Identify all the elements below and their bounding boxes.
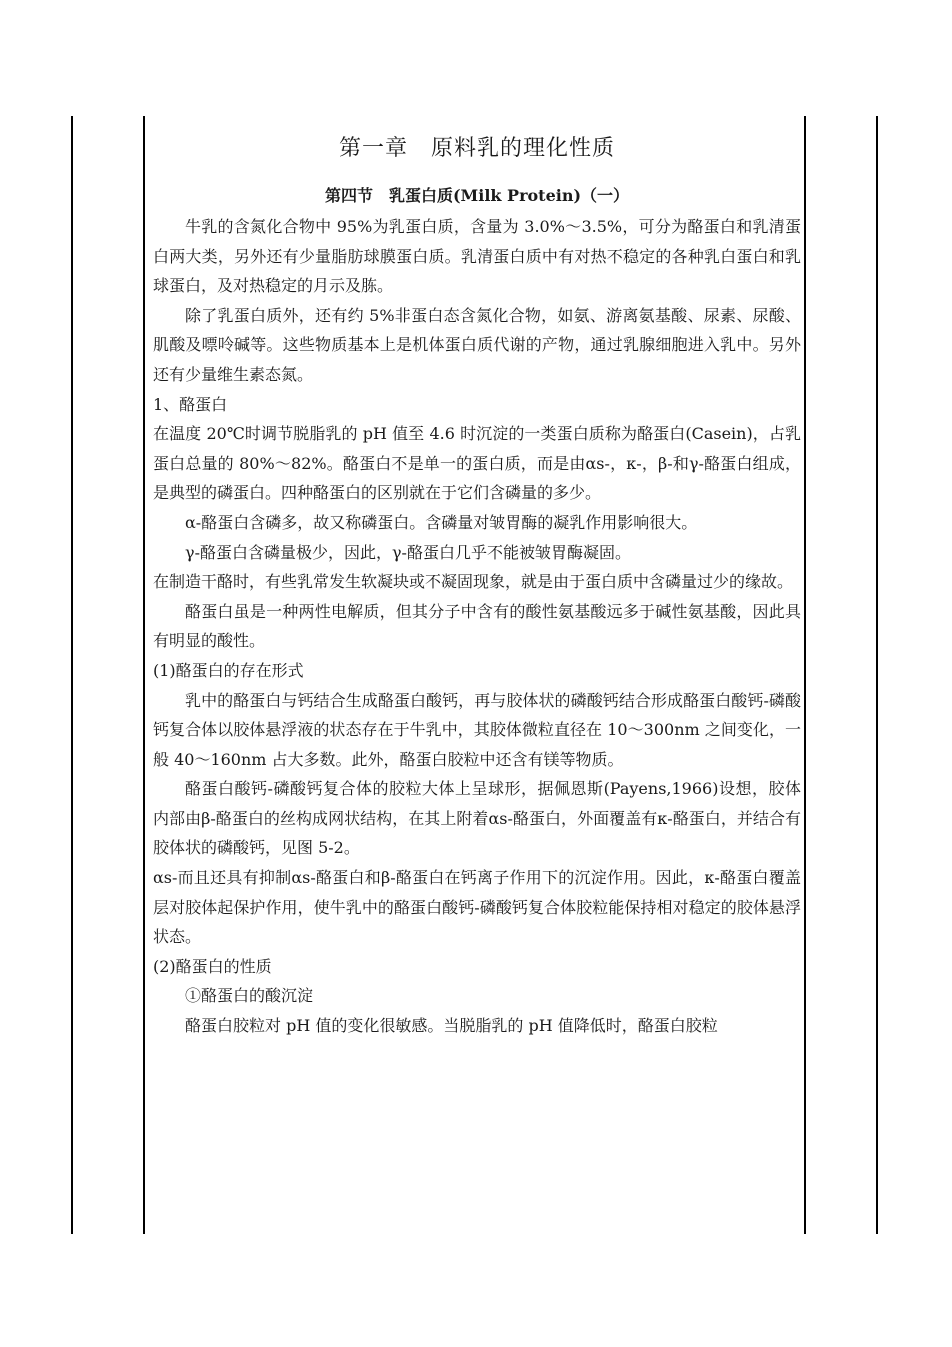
paragraph-alpha-casein: α-酪蛋白含磷多，故又称磷蛋白。含磷量对皱胃酶的凝乳作用影响很大。 <box>185 512 698 532</box>
table-border-right-inner <box>804 116 806 1234</box>
chapter-title: 第一章 原料乳的理化性质 <box>338 136 615 161</box>
paragraph-casein-calcium: 乳中的酪蛋白与钙结合生成酪蛋白酸钙，再与胶体状的磷酸钙结合形成酪蛋白酸钙-磷酸钙复合体以胶体悬浮液的状态存在于牛乳中，其胶体微粒直径在 10～300nm 之间变化，一般 40～160nm 占大多数。此外，酪蛋白胶粒中还含有镁等物质。 <box>153 690 801 769</box>
paragraph-casein-definition: 在温度 20℃时调节脱脂乳的 pH 值至 4.6 时沉淀的一类蛋白质称为酪蛋白(Casein)，占乳蛋白总量的 80%～82%。酪蛋白不是单一的蛋白质，而是由αs-，κ-，β-和γ-酪蛋白组成，是典型的磷蛋白。四种酪蛋白的区别就在于它们含磷量的多少。 <box>153 424 801 503</box>
heading-acid-precipitation: ①酪蛋白的酸沉淀 <box>185 986 314 1006</box>
paragraph-amphoteric: 酪蛋白虽是一种两性电解质，但其分子中含有的酸性氨基酸远多于碱性氨基酸，因此具有明显的酸性。 <box>153 601 801 651</box>
paragraph-kappa-protection: αs-而且还具有抑制αs-酪蛋白和β-酪蛋白在钙离子作用下的沉淀作用。因此，κ-酪蛋白覆盖层对胶体起保护作用，使牛乳中的酪蛋白酸钙-磷酸钙复合体胶粒能保持相对稳定的胶体悬浮状态。 <box>153 868 801 947</box>
paragraph-gamma-casein: γ-酪蛋白含磷量极少，因此，γ-酪蛋白几乎不能被皱胃酶凝固。 <box>185 542 631 562</box>
document-body <box>153 128 801 1041</box>
section-title: 第四节 乳蛋白质(Milk Protein)（一） <box>324 186 630 205</box>
table-border-right-outer <box>876 116 878 1234</box>
table-border-left-inner <box>143 116 145 1234</box>
heading-casein: 1、酪蛋白 <box>153 394 228 414</box>
paragraph-ph-sensitivity: 酪蛋白胶粒对 pH 值的变化很敏感。当脱脂乳的 pH 值降低时，酪蛋白胶粒 <box>185 1016 718 1036</box>
table-border-left-outer <box>71 116 73 1234</box>
heading-casein-properties: (2)酪蛋白的性质 <box>153 956 272 976</box>
paragraph-cheese-making: 在制造干酪时，有些乳常发生软凝块或不凝固现象，就是由于蛋白质中含磷量过少的缘故。 <box>153 572 794 592</box>
heading-casein-forms: (1)酪蛋白的存在形式 <box>153 660 304 680</box>
paragraph-nitrogen-compounds: 牛乳的含氮化合物中 95%为乳蛋白质，含量为 3.0%～3.5%，可分为酪蛋白和乳清蛋白两大类，另外还有少量脂肪球膜蛋白质。乳清蛋白质中有对热不稳定的各种乳白蛋白和乳球蛋白，及对热稳定的月示及胨。 <box>153 217 801 296</box>
paragraph-non-protein-nitrogen: 除了乳蛋白质外，还有约 5%非蛋白态含氮化合物，如氨、游离氨基酸、尿素、尿酸、肌酸及嘌呤碱等。这些物质基本上是机体蛋白质代谢的产物，通过乳腺细胞进入乳中。另外还有少量维生素态氮。 <box>153 305 801 384</box>
paragraph-micelle-structure: 酪蛋白酸钙-磷酸钙复合体的胶粒大体上呈球形，据佩恩斯(Payens,1966)设想，胶体内部由β-酪蛋白的丝构成网状结构，在其上附着αs-酪蛋白，外面覆盖有κ-酪蛋白，并结合有胶体状的磷酸钙，见图 5-2。 <box>153 779 801 858</box>
